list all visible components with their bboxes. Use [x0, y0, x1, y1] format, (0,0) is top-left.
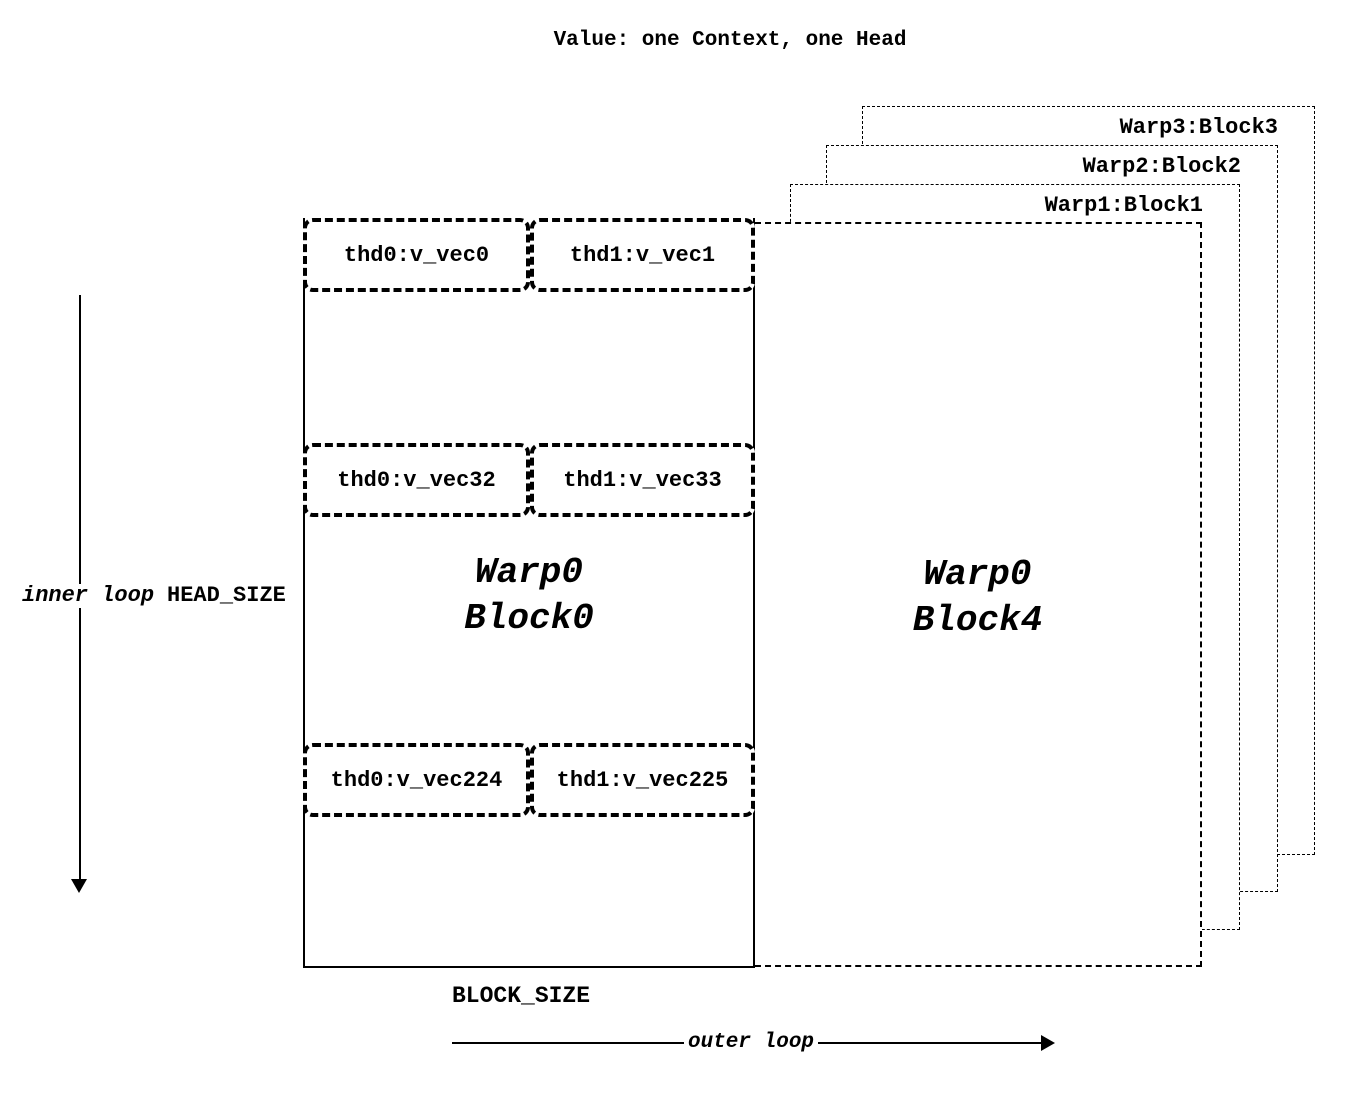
thread-cell-thd0-vvec32 [303, 443, 530, 517]
thread-cell-thd0-vvec0 [303, 218, 530, 292]
warp0-block0-box [303, 218, 755, 968]
warp0-block4-box [755, 222, 1202, 967]
inner-loop-arrowhead-down-icon [71, 879, 87, 893]
outer-loop-label: outer loop [684, 1031, 818, 1055]
warp0-block0-line1: Warp0 [474, 552, 584, 593]
thread-cell-thd1-vvec1 [530, 218, 755, 292]
outer-loop-arrowhead-right-icon [1041, 1035, 1055, 1051]
thread-cell-label: thd0:v_vec224 [330, 767, 503, 793]
thread-cell-label: thd1:v_vec33 [563, 467, 722, 493]
warp1-block1-label: Warp1:Block1 [1044, 193, 1203, 218]
warp0-block0-line2: Block0 [464, 598, 594, 639]
block-size-label: BLOCK_SIZE [452, 983, 591, 1009]
thread-cell-thd1-vvec33 [530, 443, 755, 517]
thread-cell-thd1-vvec225 [530, 743, 755, 817]
inner-loop-label: inner loop [22, 583, 155, 608]
warp0-block4-line1: Warp0 [923, 554, 1032, 595]
thread-cell-label: thd1:v_vec225 [556, 767, 729, 793]
warp0-block4-line2: Block4 [912, 600, 1043, 641]
thread-cell-thd0-vvec224 [303, 743, 530, 817]
inner-loop-head-size-label [20, 584, 288, 608]
thread-cell-label: thd0:v_vec0 [343, 242, 490, 268]
warp0-block4-caption [755, 552, 1200, 644]
warp2-block2-label: Warp2:Block2 [1082, 154, 1241, 179]
thread-cell-label: thd0:v_vec32 [337, 467, 496, 493]
thread-cell-label: thd1:v_vec1 [569, 242, 716, 268]
warp0-block0-caption [305, 550, 753, 642]
head-size-label: HEAD_SIZE [167, 583, 286, 608]
diagram-title: Value: one Context, one Head [553, 29, 907, 52]
warp3-block3-label: Warp3:Block3 [1119, 115, 1278, 140]
